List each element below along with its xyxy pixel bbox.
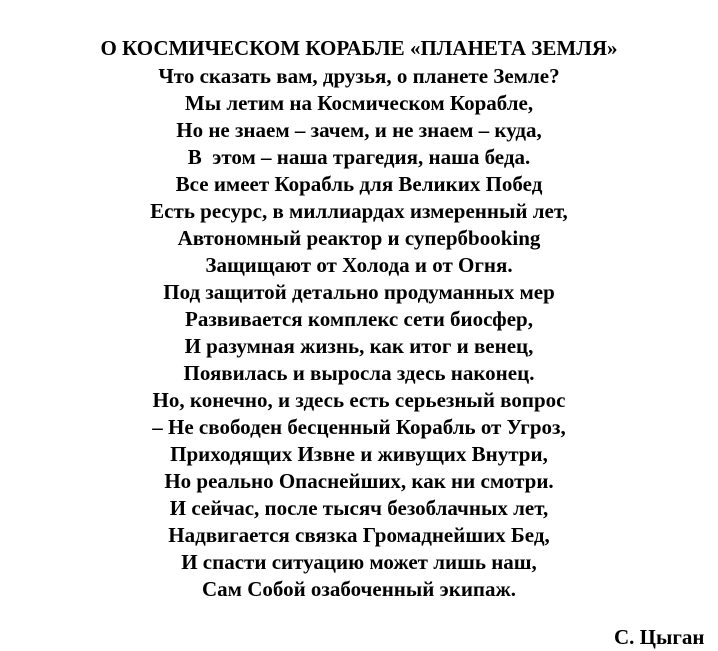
poem-line: Что сказать вам, друзья, о планете Земле? (158, 64, 560, 88)
poem-line: И разумная жизнь, как итог и венец, (184, 334, 534, 358)
poem-line: Под защитой детально продуманных мер (163, 280, 555, 304)
poem-line: И сейчас, после тысяч безоблачных лет, (169, 496, 549, 520)
poem-line: Но, конечно, и здесь есть серьезный вопрос (152, 388, 566, 412)
poem-line: Защищают от Холода и от Огня. (205, 253, 513, 277)
poem-line: Все имеет Корабль для Великих Побед (175, 172, 543, 196)
poem-line: Но реально Опаснейших, как ни смотри. (164, 469, 554, 493)
poem-title: О КОСМИЧЕСКОМ КОРАБЛЕ «ПЛАНЕТА ЗЕМЛЯ» (100, 36, 618, 60)
poem-line: Приходящих Извне и живущих Внутри, (170, 442, 548, 466)
poem-line: И спасти ситуацию может лишь наш, (181, 550, 537, 574)
poem-line: В этом – наша трагедия, наша беда. (187, 145, 531, 169)
poem (0, 34, 718, 603)
poem-line: Развивается комплекс сети биосфер, (185, 307, 533, 331)
author-signature: С. Цыган (614, 625, 705, 649)
poem-line: Есть ресурс, в миллиардах измеренный лет, (150, 199, 568, 223)
poem-line: Надвигается связка Громаднейших Бед, (168, 523, 550, 547)
poem-line: Автономный реактор и супербbooking (177, 226, 541, 250)
poem-line: – Не свободен бесценный Корабль от Угроз, (152, 415, 566, 439)
poem-line: Появилась и выросла здесь наконец. (183, 361, 535, 385)
poem-line: Сам Собой озабоченный экипаж. (201, 577, 517, 601)
poem-line: Мы летим на Космическом Корабле, (184, 91, 534, 115)
poem-line: Но не знаем – зачем, и не знаем – куда, (176, 118, 542, 142)
